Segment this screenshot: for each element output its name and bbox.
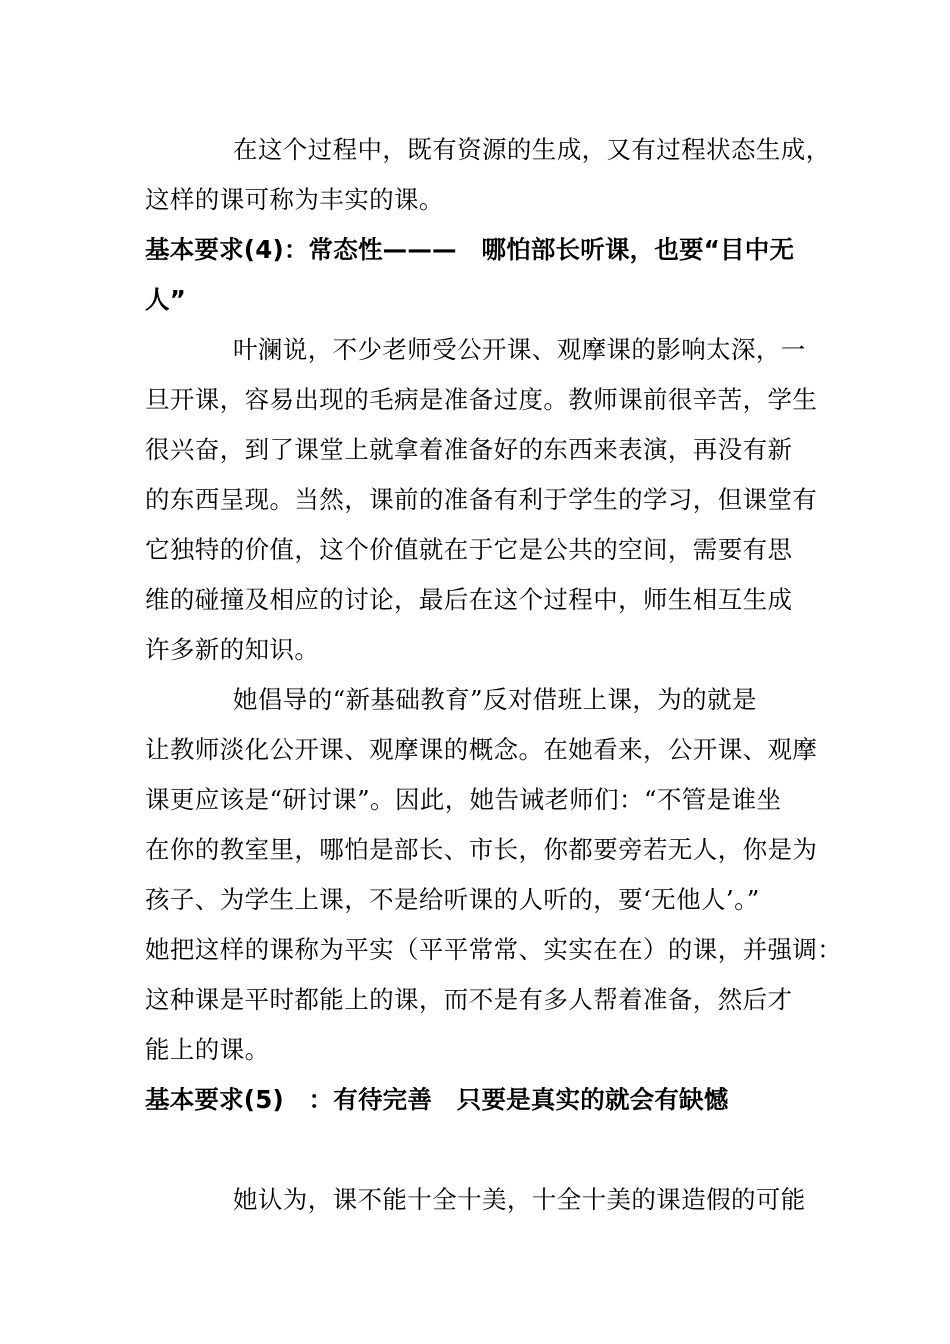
section-heading: 基本要求(5) ：有待完善 只要是真实的就会有缺憾 bbox=[145, 1085, 729, 1114]
text-line: 在你的教室里，哪怕是部长、市长，你都要旁若无人，你是为 bbox=[145, 835, 818, 864]
text-line: 她把这样的课称为平实（平平常常、实实在在）的课，并强调： bbox=[145, 935, 843, 964]
text-line: 课更应该是“研讨课”。因此，她告诫老师们：“不管是谁坐 bbox=[145, 785, 782, 814]
text-line: 的东西呈现。当然，课前的准备有利于学生的学习，但课堂有 bbox=[145, 485, 818, 514]
text-line: 维的碰撞及相应的讨论，最后在这个过程中，师生相互生成 bbox=[145, 585, 793, 614]
section-heading-continued: 人” bbox=[145, 285, 187, 314]
text-line: 它独特的价值，这个价值就在于它是公共的空间，需要有思 bbox=[145, 535, 793, 564]
text-line: 在这个过程中，既有资源的生成，又有过程状态生成， bbox=[233, 135, 831, 164]
text-line: 旦开课，容易出现的毛病是准备过度。教师课前很辛苦，学生 bbox=[145, 385, 818, 414]
section-heading: 基本要求(4)：常态性——— 哪怕部长听课，也要“目中无 bbox=[145, 235, 795, 264]
text-line: 她倡导的“新基础教育”反对借班上课，为的就是 bbox=[233, 685, 757, 714]
text-line: 孩子、为学生上课，不是给听课的人听的，要‘无他人’。” bbox=[145, 885, 760, 914]
text-line: 她认为，课不能十全十美，十全十美的课造假的可能 bbox=[233, 1185, 806, 1214]
text-line: 许多新的知识。 bbox=[145, 635, 320, 664]
text-line: 很兴奋，到了课堂上就拿着准备好的东西来表演，再没有新 bbox=[145, 435, 793, 464]
text-line: 叶澜说，不少老师受公开课、观摩课的影响太深，一 bbox=[233, 335, 806, 364]
text-line: 能上的课。 bbox=[145, 1035, 270, 1064]
text-line: 这样的课可称为丰实的课。 bbox=[145, 185, 444, 214]
text-line: 让教师淡化公开课、观摩课的概念。在她看来，公开课、观摩 bbox=[145, 735, 818, 764]
text-line: 这种课是平时都能上的课，而不是有多人帮着准备，然后才 bbox=[145, 985, 793, 1014]
